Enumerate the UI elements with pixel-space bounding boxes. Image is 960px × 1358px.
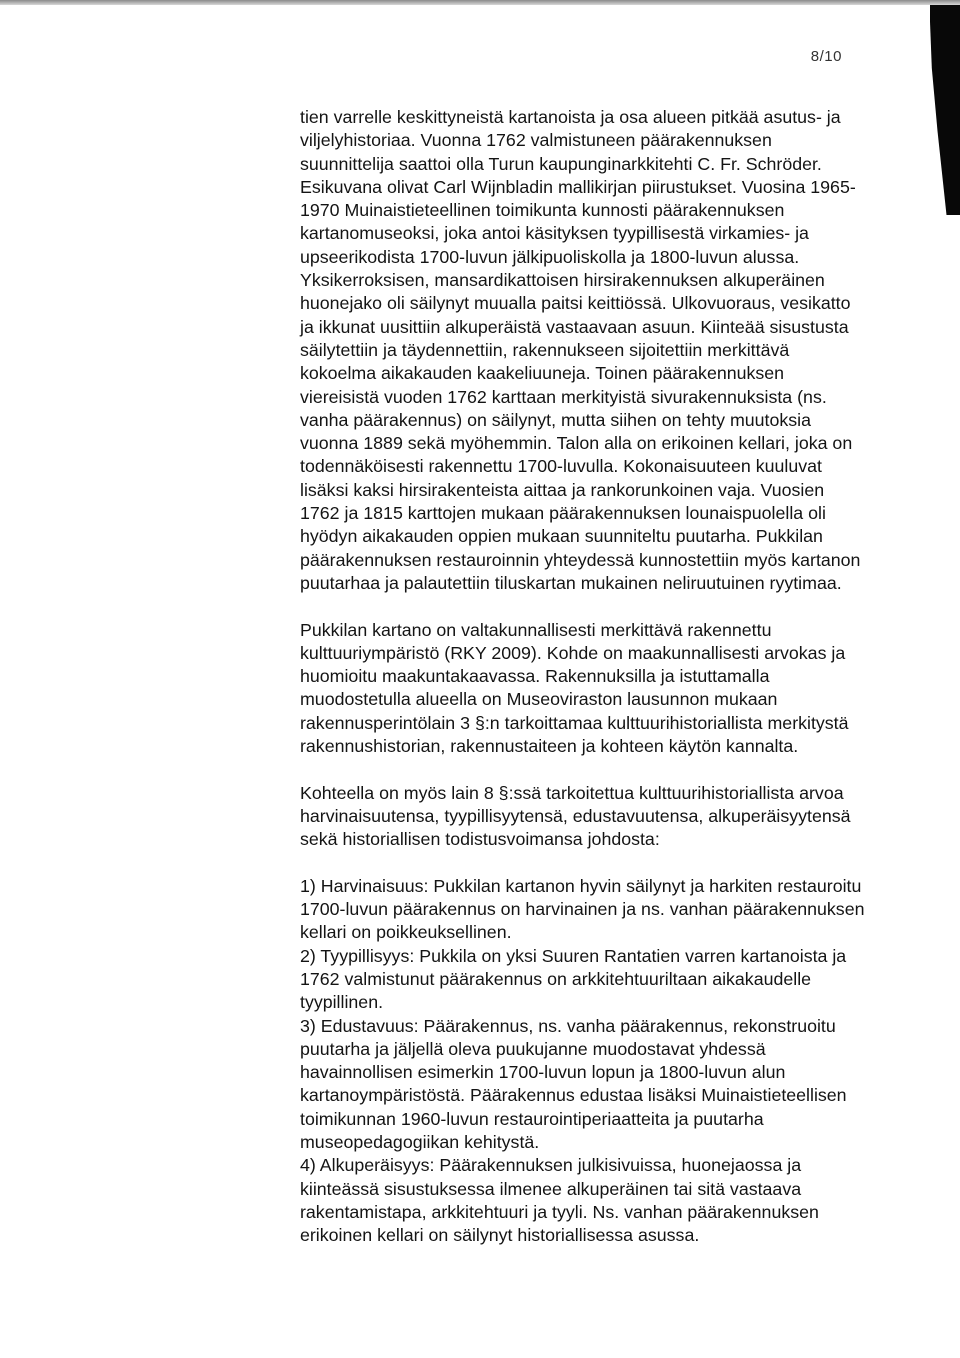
- document-body: [300, 106, 868, 1248]
- criterion-representativeness: 3) Edustavuus: Päärakennus, ns. vanha päärakennus, rekonstruoitu puutarha ja jäljellä oleva puukujanne muodostavat yhdessä havainnollisen esimerkin 1700-luvun lopun ja 1800-luvun alun kartanoympäristöstä. Päärakennus edustaa lisäksi Muinaistieteellisen toimikunnan 1960-luvun restaurointiperiaatteita ja puutarha museopedagogiikan kehitystä.: [300, 1015, 847, 1153]
- paragraph-significance: Pukkilan kartano on valtakunnallisesti merkittävä rakennettu kulttuuriympäristö (RKY 2009). Kohde on maakunnallisesti arvokas ja huomioitu maakuntakaavassa. Rakennuksilla ja istuttamalla muodostetulla alueella on Museoviraston lausunnon mukaan rakennusperintölain 3 §:n tarkoittamaa kulttuurihistoriallista merkitystä rakennushistorian, rakennustaiteen ja kohteen käytön kannalta.: [300, 619, 849, 757]
- page-number: 8/10: [810, 48, 842, 65]
- criterion-authenticity: 4) Alkuperäisyys: Päärakennuksen julkisivuissa, huonejaossa ja kiinteässä sisustuksessa ilmenee alkuperäinen tai sitä vastaava rakentamistapa, arkkitehtuuri ja tyyli. Ns. vanhan päärakennuksen erikoinen kellari on säilynyt historiallisessa asussa.: [300, 1155, 819, 1246]
- criteria-list: [300, 875, 868, 1248]
- paragraph-criteria-intro: Kohteella on myös lain 8 §:ssä tarkoitettua kulttuurihistoriallista arvoa harvinaisuutensa, tyypillisyytensä, edustavuutensa, alkuperäisyytensä sekä historiallisen todistusvoimansa johdosta:: [300, 782, 851, 850]
- scan-margin-shadow: [930, 5, 960, 215]
- paragraph-history: tien varrelle keskittyneistä kartanoista ja osa alueen pitkää asutus- ja viljelyhistoriaa. Vuonna 1762 valmistuneen päärakennuksen suunnittelija saattoi olla Turun kaupunginarkkitehti C. Fr. Schröder. Esikuvana olivat Carl Wijnbladin mallikirjan piirustukset. Vuosina 1965-1970 Muinaistieteellinen toimikunta kunnosti päärakennuksen kartanomuseoksi, joka antoi käsityksen tyypillisestä virkamies- ja upseerikodista 1700-luvun jälkipuoliskolla ja 1800-luvun alussa. Yksikerroksisen, mansardikattoisen hirsirakennuksen alkuperäinen huonejako oli säilynyt muualla paitsi keittiössä. Ulkovuoraus, vesikatto ja ikkunat uusittiin alkuperäistä vastaavaan asuun. Kiinteää sisustusta säilytettiin ja täydennettiin, rakennukseen sijoitettiin merkittävä kokoelma aikakauden kaakeliuuneja. Toinen päärakennuksen viereisistä vuoden 1762 karttaan merkityistä sivurakennuksista (ns. vanha päärakennus) on säilynyt, mutta siihen on tehty muutoksia vuonna 1889 sekä myöhemmin. Talon alla on erikoinen kellari, joka on todennäköisesti rakennettu 1700-luvulla. Kokonaisuuteen kuuluvat lisäksi kaksi hirsirakenteista aittaa ja rankorunkoinen vaja. Vuosien 1762 ja 1815 karttojen mukaan päärakennuksen lounaispuolella oli hyödyn aikakauden oppien mukaan suunniteltu puutarha. Pukkilan päärakennuksen restauroinnin yhteydessä kunnostettiin myös kartanon puutarhaa ja palautettiin tiluskartan mukainen neliruutuinen ryytimaa.: [300, 107, 861, 593]
- scan-edge-strip: [0, 0, 960, 5]
- criterion-typicality: 2) Tyypillisyys: Pukkila on yksi Suuren Rantatien varren kartanoista ja 1762 valmistunut päärakennus on arkkitehtuuriltaan aikakaudelle tyypillinen.: [300, 945, 847, 1013]
- criterion-rarity: 1) Harvinaisuus: Pukkilan kartanon hyvin säilynyt ja harkiten restauroitu 1700-luvun päärakennus on harvinainen ja ns. vanhan päärakennuksen kellari on poikkeuksellinen.: [300, 875, 865, 943]
